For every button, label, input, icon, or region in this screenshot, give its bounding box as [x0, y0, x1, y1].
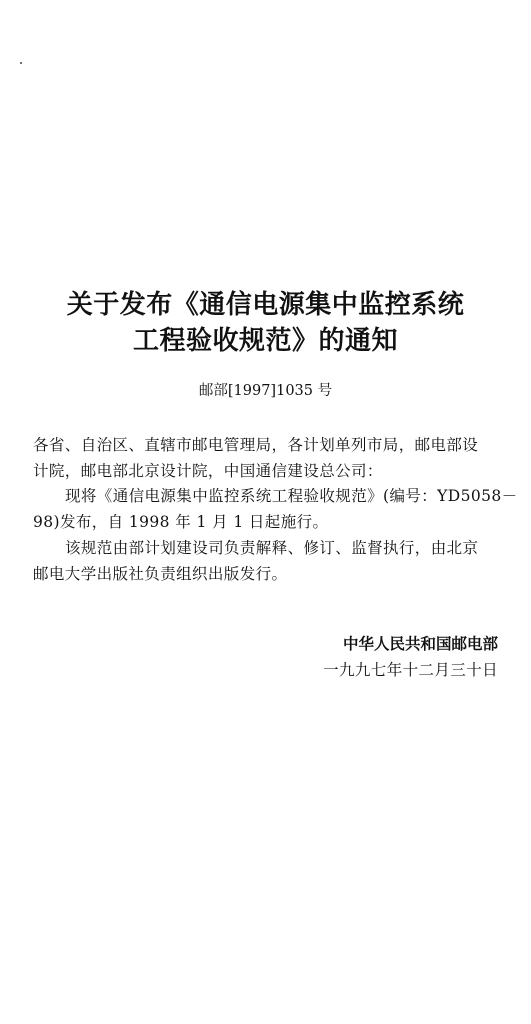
- addressees-line-2: 计院，邮电部北京设计院，中国通信建设总公司：: [33, 462, 383, 480]
- paragraph-2-line-1: 该规范由部计划建设司负责解释、修订、监督执行，由北京: [65, 539, 479, 557]
- paragraph-1-line-2: 98)发布，自 1998 年 1 月 1 日起施行。: [33, 513, 329, 531]
- notice-title-line-2: 工程验收规范》的通知: [132, 326, 398, 356]
- issuing-organization: 中华人民共和国邮电部: [342, 635, 498, 653]
- addressees-line-1: 各省、自治区、直辖市邮电管理局，各计划单列市局，邮电部设: [33, 436, 479, 454]
- document-number: 邮部[1997]1035 号: [198, 383, 333, 399]
- paragraph-2-line-2: 邮电大学出版社负责组织出版发行。: [33, 565, 288, 583]
- scan-speck: [20, 62, 22, 64]
- notice-title-line-1: 关于发布《通信电源集中监控系统: [66, 290, 465, 320]
- issue-date: 一九九七年十二月三十日: [323, 661, 498, 679]
- paragraph-1-line-1: 现将《通信电源集中监控系统工程验收规范》(编号：YD5058－: [65, 487, 518, 505]
